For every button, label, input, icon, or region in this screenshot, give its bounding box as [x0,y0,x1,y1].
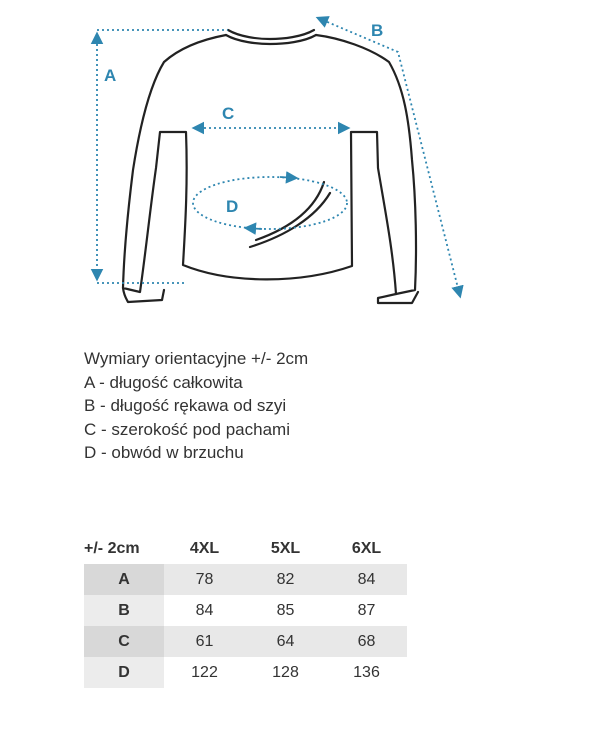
header-tolerance: +/- 2cm [84,539,140,557]
legend-item-b: B - długość rękawa od szyi [84,396,287,415]
table-cell: 87 [357,601,376,619]
dimension-d-arrow-bottom [246,228,262,229]
sweatshirt-size-diagram [0,0,600,330]
legend-heading: Wymiary orientacyjne +/- 2cm [84,349,309,368]
dimension-b [318,18,460,296]
header-size-6xl: 6XL [351,539,382,557]
table-cell: 82 [245,564,326,595]
dimension-b-arrow [318,18,460,296]
dimension-d-label: D [226,197,239,216]
table-row [84,626,407,657]
table-cell: 68 [326,626,407,657]
table-cell: 85 [276,601,295,619]
dimension-b-label: B [371,21,384,40]
measurement-legend [84,347,308,465]
dimension-a-label: A [104,66,117,85]
header-size-5xl: 5XL [270,539,301,557]
legend-item-d: D - obwód w brzuchu [84,443,244,462]
table-cell: 122 [191,663,218,681]
table-cell: 128 [272,663,299,681]
size-table-header [84,533,407,564]
table-cell: 84 [195,601,214,619]
legend-item-c: C - szerokość pod pachami [84,419,290,439]
dimension-c-label: C [222,104,235,123]
table-cell: 84 [326,564,407,595]
dimension-a [97,30,228,283]
table-cell: 64 [245,626,326,657]
dimension-c [194,104,348,128]
row-label: A [84,564,164,595]
table-row [84,595,407,626]
dimension-d-arrow-top [280,177,296,178]
table-cell: 78 [164,564,245,595]
row-label: C [84,626,164,657]
table-row [84,564,407,595]
size-table [84,533,407,688]
table-cell: 136 [353,663,380,681]
row-label: D [84,657,164,688]
header-size-4xl: 4XL [189,539,220,557]
table-row [84,657,407,688]
table-cell: 61 [164,626,245,657]
collar-inner [228,30,314,39]
row-label: B [84,595,164,626]
sweatshirt-outline [123,30,418,303]
legend-item-a: A - długość całkowita [84,372,243,392]
body-outline [123,35,416,294]
